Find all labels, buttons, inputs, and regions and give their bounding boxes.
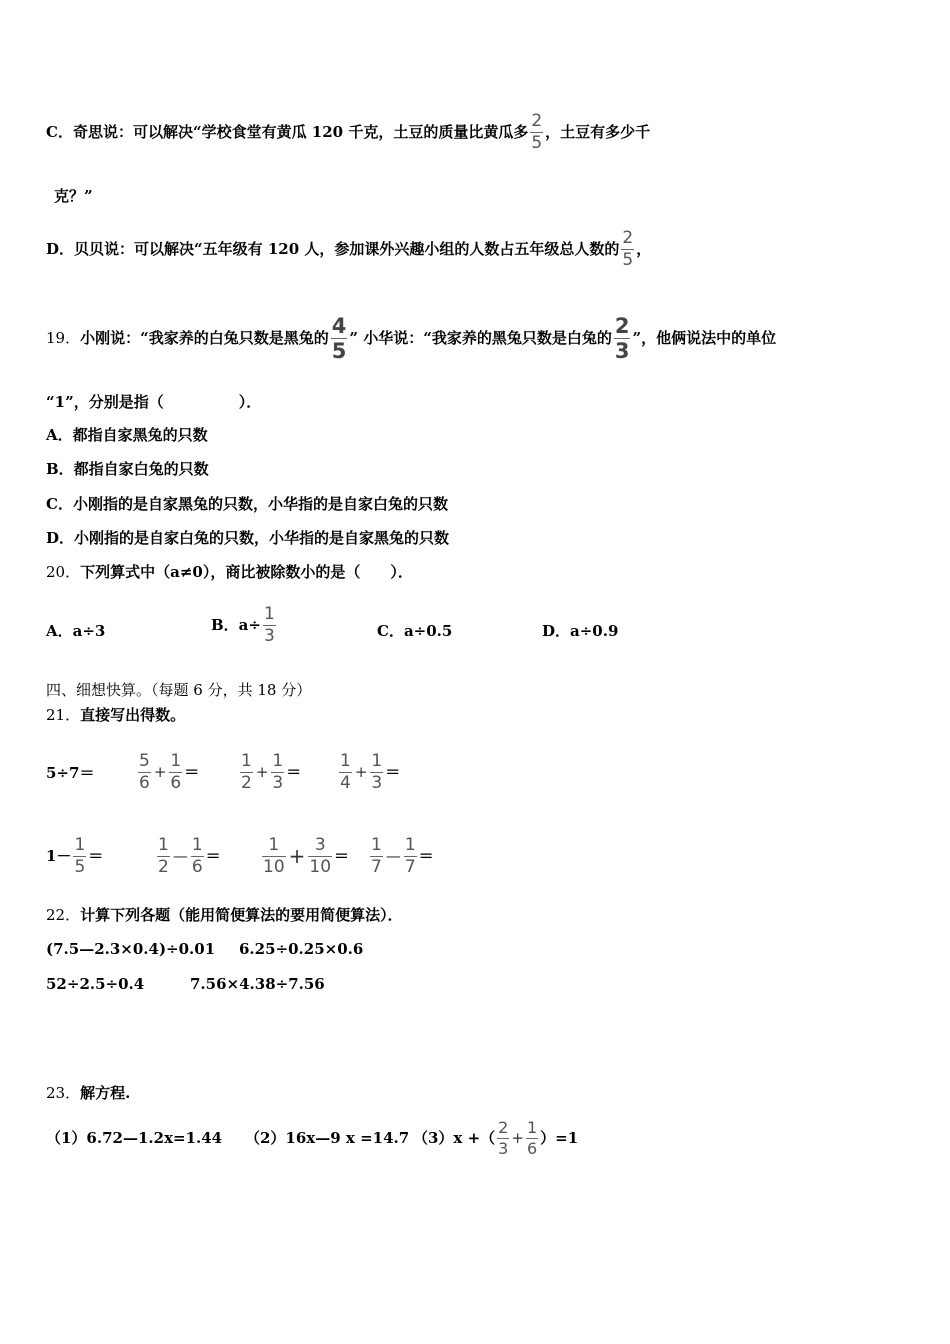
fraction: $\frac{3}{10}$: [309, 834, 332, 877]
fraction: $\frac{4}{5}$: [331, 313, 347, 363]
question-number: 22．: [46, 906, 81, 924]
q23-eq-3: （3）x +（ $\frac{2}{3}$ + $\frac{1}{6}$ ）=1: [413, 1117, 579, 1158]
q21-item-6: $\frac{1}{2}$ — $\frac{1}{6}$ ＝: [158, 834, 221, 877]
q22-expr-3: 52÷2.5÷0.4: [46, 975, 145, 993]
q22-expr-4: 7.56×4.38÷7.56: [190, 975, 325, 993]
q21-item-5: 1－ $\frac{1}{5}$ ＝: [46, 834, 104, 877]
fraction: $\frac{2}{5}$: [531, 110, 543, 153]
fraction: $\frac{1}{10}$: [263, 834, 285, 877]
q22-expr-2: 6.25÷0.25×0.6: [239, 940, 364, 958]
question-number: 23．: [46, 1084, 81, 1102]
q21-item-3: $\frac{1}{2}$ + $\frac{1}{3}$ ＝: [241, 750, 302, 793]
q19-option-d[interactable]: D．小刚指的是自家白兔的只数，小华指的是自家黑兔的只数: [46, 529, 450, 547]
q21-item-7: $\frac{1}{10}$ + $\frac{3}{10}$ ＝: [263, 834, 350, 877]
q19-stem-cont: “1”，分别是指（ ）．: [46, 393, 262, 411]
q23-stem: 23．解方程.: [46, 1084, 131, 1102]
fraction: $\frac{1}{7}$: [371, 834, 382, 877]
q22-stem: 22．计算下列各题（能用简便算法的要用简便算法）．: [46, 906, 403, 924]
q18-option-d: D．贝贝说：可以解决“五年级有 120 人，参加课外兴趣小组的人数占五年级总人数的 $\frac{2}{5}$ ，: [46, 227, 652, 270]
q21-item-1: 5÷7＝: [46, 764, 95, 782]
q19-stem: 19． 小刚说：“我家养的白兔只数是黑兔的 $\frac{4}{5}$ ” 小华说：“我家养的黑兔只数是白兔的 $\frac{2}{3}$ ”，他俩说法中的单位: [46, 313, 777, 363]
q23-eq-1: （1）6.72—1.2x=1.44: [46, 1129, 223, 1147]
q21-stem: 21．直接写出得数。: [46, 706, 186, 724]
fraction: $\frac{1}{7}$: [404, 834, 416, 877]
fraction: $\frac{1}{2}$: [158, 834, 169, 877]
fraction: $\frac{1}{6}$: [526, 1117, 538, 1158]
q20-option-a[interactable]: A．a÷3: [46, 622, 106, 640]
fraction: $\frac{1}{3}$: [263, 603, 275, 646]
fraction: $\frac{1}{6}$: [170, 750, 182, 793]
q21-item-2: $\frac{5}{6}$ + $\frac{1}{6}$ ＝: [139, 750, 200, 793]
q20-option-d[interactable]: D．a÷0.9: [542, 622, 619, 640]
fraction: $\frac{1}{3}$: [272, 750, 284, 793]
q21-item-8: $\frac{1}{7}$ — $\frac{1}{7}$ ＝: [371, 834, 434, 877]
q22-expr-1: (7.5—2.3×0.4)÷0.01: [46, 940, 216, 958]
q19-option-c[interactable]: C．小刚指的是自家黑兔的只数，小华指的是自家白兔的只数: [46, 495, 448, 513]
question-number: 20．: [46, 563, 81, 581]
question-number: 19．: [46, 329, 81, 347]
fraction: $\frac{1}{3}$: [371, 750, 383, 793]
q19-option-a[interactable]: A．都指自家黑兔的只数: [46, 426, 208, 444]
fraction: $\frac{1}{6}$: [191, 834, 203, 877]
q20-stem: 20．下列算式中（a≠0），商比被除数小的是（ ）．: [46, 563, 413, 581]
fraction: $\frac{1}{4}$: [340, 750, 351, 793]
q23-eq-2: （2）16x—9 x =14.7: [245, 1129, 410, 1147]
q18-option-c: C．奇思说：可以解决“学校食堂有黄瓜 120 千克，土豆的质量比黄瓜多 $\frac{2}{5}$ ，土豆有多少千: [46, 110, 651, 153]
fraction: $\frac{2}{5}$: [622, 227, 634, 270]
q18-option-c-text: C．奇思说：可以解决“学校食堂有黄瓜 120 千克，土豆的质量比黄瓜多: [46, 123, 529, 141]
q21-item-4: $\frac{1}{4}$ + $\frac{1}{3}$ ＝: [340, 750, 401, 793]
fraction: $\frac{1}{5}$: [74, 834, 86, 877]
q18-option-c-cont: 克？”: [54, 187, 93, 205]
fraction: $\frac{1}{2}$: [241, 750, 252, 793]
q20-option-c[interactable]: C．a÷0.5: [377, 622, 453, 640]
section-title: 四、细想快算。（每题 6 分，共 18 分）: [46, 681, 312, 699]
q20-option-b[interactable]: B．a÷ $\frac{1}{3}$: [211, 603, 275, 646]
question-number: 21．: [46, 706, 81, 724]
fraction: $\frac{2}{3}$: [498, 1117, 509, 1158]
fraction: $\frac{5}{6}$: [139, 750, 150, 793]
q19-option-b[interactable]: B．都指自家白兔的只数: [46, 460, 209, 478]
fraction: $\frac{2}{3}$: [614, 313, 630, 363]
